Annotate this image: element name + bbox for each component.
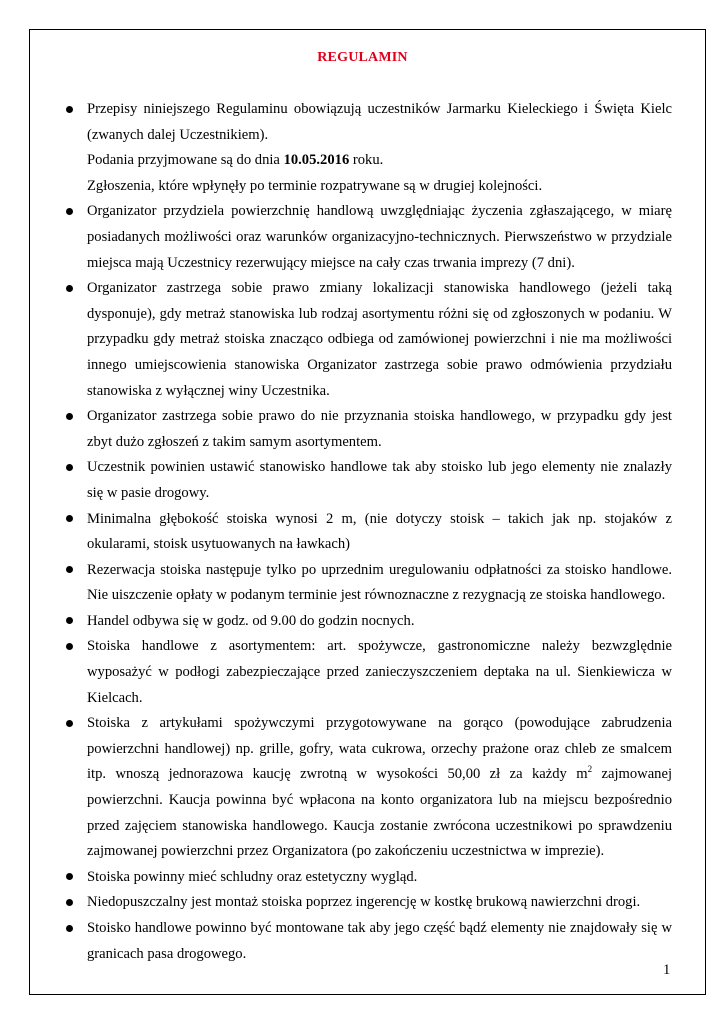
list-item bbox=[60, 890, 672, 916]
bullet-icon bbox=[66, 643, 73, 650]
bullet-icon bbox=[66, 899, 73, 906]
deadline-date: 10.05.2016 bbox=[283, 152, 350, 169]
list-item bbox=[60, 916, 672, 967]
deposit-text-end: zajmowanej powierzchni. Kaucja powinna być wpłacona na konto organizatora lub na miejscu bezpośrednio przed zajęciem stanowiska handlowego. Kaucja zostanie zwrócona uczestnikowi po sprawdzeniu zajmowanej powierzchni przez Organizatora (po zakończeniu uczestnictwa w imprezie). bbox=[87, 766, 673, 860]
list-item bbox=[60, 558, 672, 609]
item-text: Stoisko handlowe powinno być montowane tak aby jego część bądź elementy nie znajdowały się w granicach pasa drogowego. bbox=[87, 920, 672, 962]
deadline-prefix: Podania przyjmowane są do dnia bbox=[87, 152, 284, 169]
bullet-icon bbox=[66, 925, 73, 932]
list-item bbox=[60, 404, 672, 455]
list-item bbox=[60, 711, 672, 865]
list-item bbox=[60, 455, 672, 506]
list-item bbox=[60, 276, 672, 404]
page-number: 1 bbox=[663, 962, 671, 978]
square-meter-superscript: 2 bbox=[587, 764, 593, 775]
item-text: Przepisy niniejszego Regulaminu obowiązują uczestników Jarmarku Kieleckiego i Święta Kielc (zwanych dalej Uczestnikiem). bbox=[87, 101, 672, 143]
item-text: Uczestnik powinien ustawić stanowisko handlowe tak aby stoisko lub jego elementy nie znalazły się w pasie drogowy. bbox=[87, 459, 672, 501]
bullet-icon bbox=[66, 873, 73, 880]
bullet-icon bbox=[66, 515, 73, 522]
bullet-icon bbox=[66, 464, 73, 471]
item-text: Stoiska powinny mieć schludny oraz estetyczny wygląd. bbox=[87, 868, 418, 885]
bullet-icon bbox=[66, 285, 73, 292]
bullet-icon bbox=[66, 566, 73, 573]
document-title: REGULAMIN bbox=[317, 50, 408, 65]
list-item bbox=[60, 97, 672, 199]
item-text: Niedopuszczalny jest montaż stoiska poprzez ingerencję w kostkę brukową nawierzchni drogi. bbox=[87, 894, 641, 911]
item-text bbox=[87, 711, 672, 865]
bullet-icon bbox=[66, 208, 73, 215]
item-text: Organizator przydziela powierzchnię handlową uwzględniając życzenia zgłaszającego, w miarę posiadanych możliwości oraz warunków organizacyjno-technicznych. Pierwszeństwo w przydziale miejsca mają Uczestnicy rezerwujący miejsce na cały czas trwania imprezy (7 dni). bbox=[87, 203, 672, 271]
bullet-icon bbox=[66, 617, 73, 624]
deposit-text-start: Stoiska z artykułami spożywczymi przygotowywane na gorąco (powodujące zabrudzenia powierzchni handlowej) np. grille, gofry, wata cukrowa, orzechy prażone oraz chleb ze smalcem itp. wnoszą jednorazowa kaucję zwrotną w wysokości 50,00 zł za każdy m bbox=[87, 715, 672, 783]
item-text: Zgłoszenia, które wpłynęły po terminie rozpatrywane są w drugiej kolejności. bbox=[87, 177, 543, 194]
list-item bbox=[60, 634, 672, 711]
list-item bbox=[60, 507, 672, 558]
bullet-icon bbox=[66, 106, 73, 113]
list-item bbox=[60, 199, 672, 276]
item-text: Organizator zastrzega sobie prawo do nie przyznania stoiska handlowego, w przypadku gdy jest zbyt dużo zgłoszeń z takim samym asortymentem. bbox=[87, 408, 672, 450]
item-text: Stoiska handlowe z asortymentem: art. spożywcze, gastronomiczne należy bezwzględnie wyposażyć w podłogi zabezpieczające przed zanieczyszczeniem deptaka na ul. Sienkiewicza w Kielcach. bbox=[87, 638, 672, 706]
item-text: Handel odbywa się w godz. od 9.00 do godzin nocnych. bbox=[87, 612, 415, 629]
deadline-suffix: roku. bbox=[349, 152, 384, 169]
item-text: Rezerwacja stoiska następuje tylko po uprzednim uregulowaniu odpłatności za stoisko handlowe. Nie uiszczenie opłaty w podanym terminie jest równoznaczne z rezygnacją ze stoiska handlowego. bbox=[87, 561, 672, 604]
bullet-icon bbox=[66, 720, 73, 727]
deadline-line bbox=[87, 148, 672, 174]
list-item bbox=[60, 609, 672, 635]
item-text: Minimalna głębokość stoiska wynosi 2 m, (nie dotyczy stoisk – takich jak np. stojaków z okularami, stoisk usytuowanych na ławkach) bbox=[87, 510, 672, 553]
list-item bbox=[60, 865, 672, 891]
regulations-list bbox=[60, 97, 672, 967]
item-text: Organizator zastrzega sobie prawo zmiany lokalizacji stanowiska handlowego (jeżeli taką dysponuje), gdy metraż stanowiska lub rodzaj asortymentu różni się od zgłoszonych w podaniu. W przypadku gdy metraż stoiska znacząco odbiega od zamówionej powierzchni i nie ma możliwości innego umiejscowienia stanowiska Organizator zastrzega sobie prawo odmówienia przydziału stanowiska z wyłącznej winy Uczestnika. bbox=[87, 280, 672, 399]
bullet-icon bbox=[66, 413, 73, 420]
